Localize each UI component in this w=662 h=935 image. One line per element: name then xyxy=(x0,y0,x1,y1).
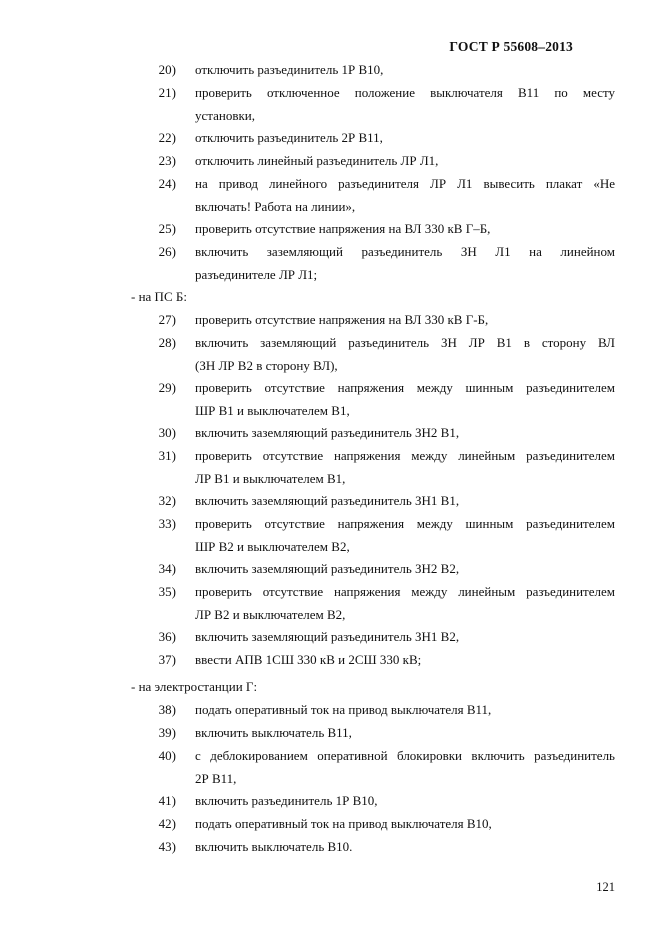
item-text-line: ШР В2 и выключателем В2, xyxy=(195,538,350,554)
item-text-line: ШР В1 и выключателем В1, xyxy=(195,402,350,418)
item-number: 21) xyxy=(158,85,176,100)
item-number: 27) xyxy=(158,312,176,327)
item-text-line: проверить отсутствие напряжения на ВЛ 330 кВ Г–Б, xyxy=(195,221,491,236)
item-text-line: отключить разъединитель 1Р В10, xyxy=(195,62,384,77)
item-number: 28) xyxy=(158,335,176,350)
item-text-line: включить заземляющий разъединитель ЗН1 В2, xyxy=(195,629,460,644)
item-number: 30) xyxy=(158,425,176,440)
item-number: 29) xyxy=(158,380,176,395)
item-text-line: ввести АПВ 1СШ 330 кВ и 2СШ 330 кВ; xyxy=(195,652,422,667)
item-text-line: разъединителе ЛР Л1; xyxy=(195,266,318,282)
item-number: 32) xyxy=(158,493,176,508)
section-label: - на электростанции Г: xyxy=(131,679,258,694)
item-number: 42) xyxy=(158,816,176,831)
item-number: 41) xyxy=(158,793,176,808)
item-number: 25) xyxy=(158,221,176,236)
item-text-line: включить заземляющий разъединитель ЗН ЛР В1 в сторону ВЛ xyxy=(195,335,615,350)
item-number: 38) xyxy=(158,702,176,717)
item-number: 40) xyxy=(158,748,176,763)
item-text-line: ЛР В2 и выключателем В2, xyxy=(195,606,346,622)
item-text-line: подать оперативный ток на привод выключателя В10, xyxy=(195,816,492,831)
item-text-line: установки, xyxy=(195,107,255,123)
page-number: 121 xyxy=(596,880,615,894)
item-text-line: ЛР В1 и выключателем В1, xyxy=(195,470,346,486)
item-text-line: включить выключатель В11, xyxy=(195,725,352,740)
item-text-line: включить заземляющий разъединитель ЗН2 В2, xyxy=(195,561,460,576)
item-text-line: (ЗН ЛР В2 в сторону ВЛ), xyxy=(195,357,338,373)
item-number: 24) xyxy=(158,176,176,191)
item-text-line: проверить отсутствие напряжения на ВЛ 330 кВ Г-Б, xyxy=(195,312,489,327)
item-text-line: 2Р В11, xyxy=(195,770,237,786)
document-header: ГОСТ Р 55608–2013 xyxy=(449,39,573,54)
item-text-line: проверить отключенное положение выключателя В11 по месту xyxy=(195,85,615,100)
item-text-line: подать оперативный ток на привод выключателя В11, xyxy=(195,702,492,717)
item-number: 35) xyxy=(158,584,176,599)
item-text-line: отключить линейный разъединитель ЛР Л1, xyxy=(195,153,439,168)
item-number: 39) xyxy=(158,725,176,740)
item-number: 36) xyxy=(158,629,176,644)
item-number: 31) xyxy=(158,448,176,463)
item-number: 37) xyxy=(158,652,176,667)
section-label: - на ПС Б: xyxy=(131,289,187,304)
item-text-line: проверить отсутствие напряжения между шинным разъединителем xyxy=(195,516,615,531)
item-text-line: с деблокированием оперативной блокировки включить разъединитель xyxy=(195,748,615,763)
item-text-line: проверить отсутствие напряжения между линейным разъединителем xyxy=(195,448,615,463)
item-text-line: включить выключатель В10. xyxy=(195,839,353,854)
item-number: 26) xyxy=(158,244,176,259)
item-text-line: включить разъединитель 1Р В10, xyxy=(195,793,378,808)
item-number: 20) xyxy=(158,62,176,77)
item-text-line: включить заземляющий разъединитель ЗН1 В1, xyxy=(195,493,460,508)
item-text-line: на привод линейного разъединителя ЛР Л1 вывесить плакат «Не xyxy=(195,176,615,191)
item-number: 43) xyxy=(158,839,176,854)
item-number: 23) xyxy=(158,153,176,168)
item-number: 34) xyxy=(158,561,176,576)
item-number: 22) xyxy=(158,130,176,145)
item-text-line: проверить отсутствие напряжения между линейным разъединителем xyxy=(195,584,615,599)
item-text-line: включать! Работа на линии», xyxy=(195,198,356,214)
item-number: 33) xyxy=(158,516,176,531)
item-text-line: отключить разъединитель 2Р В11, xyxy=(195,130,383,145)
item-text-line: включить заземляющий разъединитель ЗН2 В1, xyxy=(195,425,460,440)
item-text-line: проверить отсутствие напряжения между шинным разъединителем xyxy=(195,380,615,395)
item-text-line: включить заземляющий разъединитель ЗН Л1 на линейном xyxy=(195,244,615,259)
